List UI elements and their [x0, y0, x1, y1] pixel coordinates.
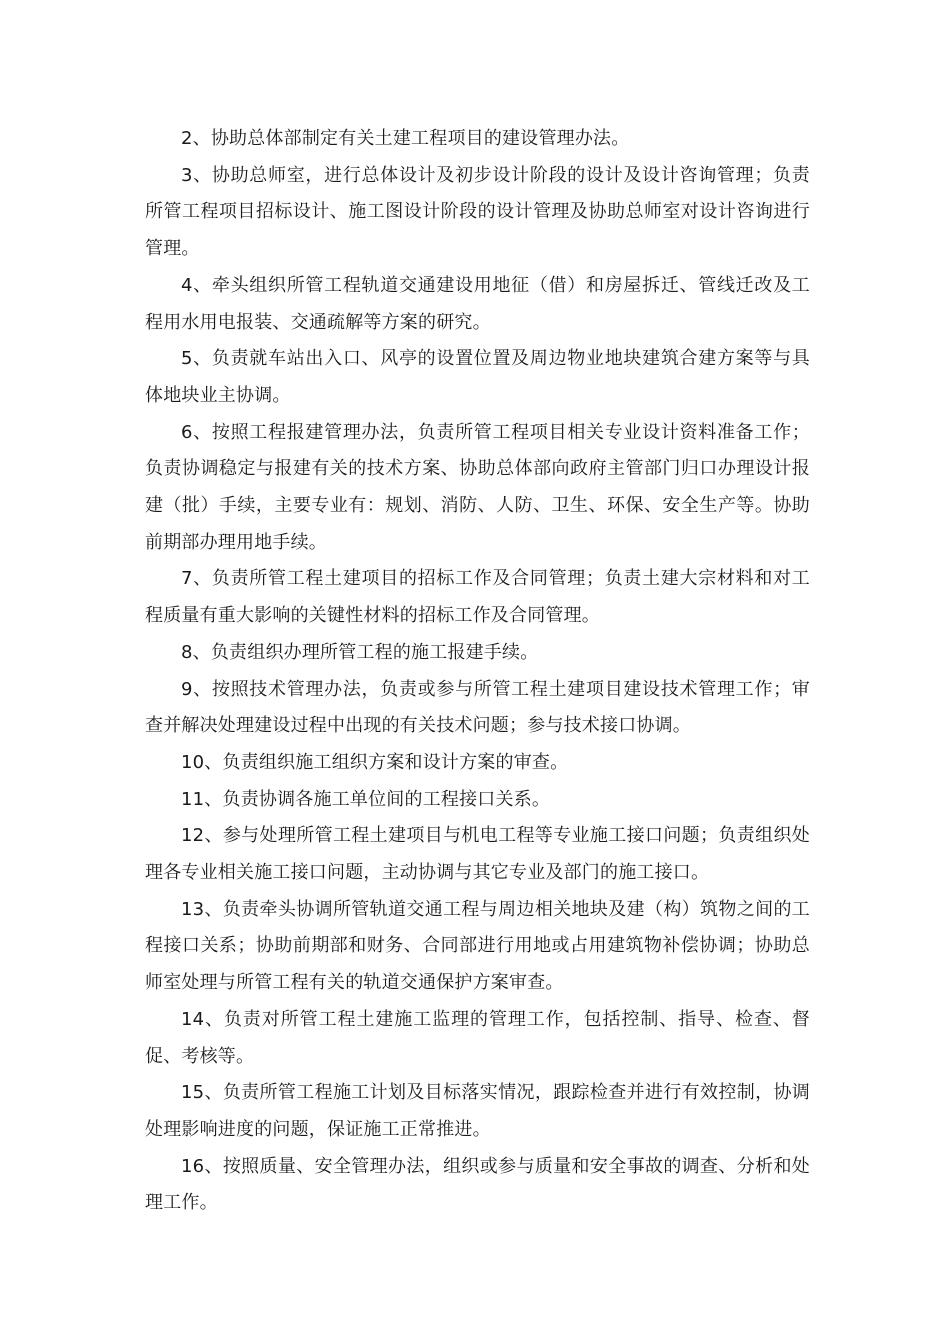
document-body: [145, 121, 810, 1222]
duty-item-3: 3、协助总师室，进行总体设计及初步设计阶段的设计及设计咨询管理；负责所管工程项目招标设计、施工图设计阶段的设计管理及协助总师室对设计咨询进行管理。: [145, 164, 810, 260]
duty-item-11: 11、负责协调各施工单位间的工程接口关系。: [181, 788, 551, 810]
duty-item-9: 9、按照技术管理办法，负责或参与所管工程土建项目建设技术管理工作；审查并解决处理建设过程中出现的有关技术问题；参与技术接口协调。: [145, 678, 810, 737]
duty-item-16: 16、按照质量、安全管理办法，组织或参与质量和安全事故的调查、分析和处理工作。: [145, 1155, 810, 1214]
duty-item-6: 6、按照工程报建管理办法，负责所管工程项目相关专业设计资料准备工作；负责协调稳定与报建有关的技术方案、协助总体部向政府主管部门归口办理设计报建（批）手续，主要专业有：规划、消防、人防、卫生、环保、安全生产等。协助前期部办理用地手续。: [145, 421, 810, 553]
duty-item-8: 8、负责组织办理所管工程的施工报建手续。: [181, 641, 539, 663]
duty-item-4: 4、牵头组织所管工程轨道交通建设用地征（借）和房屋拆迁、管线迁改及工程用水用电报装、交通疏解等方案的研究。: [145, 274, 810, 333]
duty-item-12: 12、参与处理所管工程土建项目与机电工程等专业施工接口问题；负责组织处理各专业相关施工接口问题，主动协调与其它专业及部门的施工接口。: [145, 825, 810, 884]
duty-item-2: 2、协助总体部制定有关土建工程项目的建设管理办法。: [181, 128, 630, 149]
duty-item-14: 14、负责对所管工程土建施工监理的管理工作，包括控制、指导、检查、督促、考核等。: [145, 1008, 810, 1067]
duty-item-7: 7、负责所管工程土建项目的招标工作及合同管理；负责土建大宗材料和对工程质量有重大影响的关键性材料的招标工作及合同管理。: [145, 568, 810, 627]
duty-item-13: 13、负责牵头协调所管轨道交通工程与周边相关地块及建（构）筑物之间的工程接口关系；协助前期部和财务、合同部进行用地或占用建筑物补偿协调；协助总师室处理与所管工程有关的轨道交通保护方案审查。: [145, 898, 810, 994]
duty-item-15: 15、负责所管工程施工计划及目标落实情况，跟踪检查并进行有效控制，协调处理影响进度的问题，保证施工正常推进。: [145, 1082, 810, 1140]
duty-item-10: 10、负责组织施工组织方案和设计方案的审查。: [181, 751, 569, 773]
duty-item-5: 5、负责就车站出入口、风亭的设置位置及周边物业地块建筑合建方案等与具体地块业主协调。: [145, 348, 810, 406]
